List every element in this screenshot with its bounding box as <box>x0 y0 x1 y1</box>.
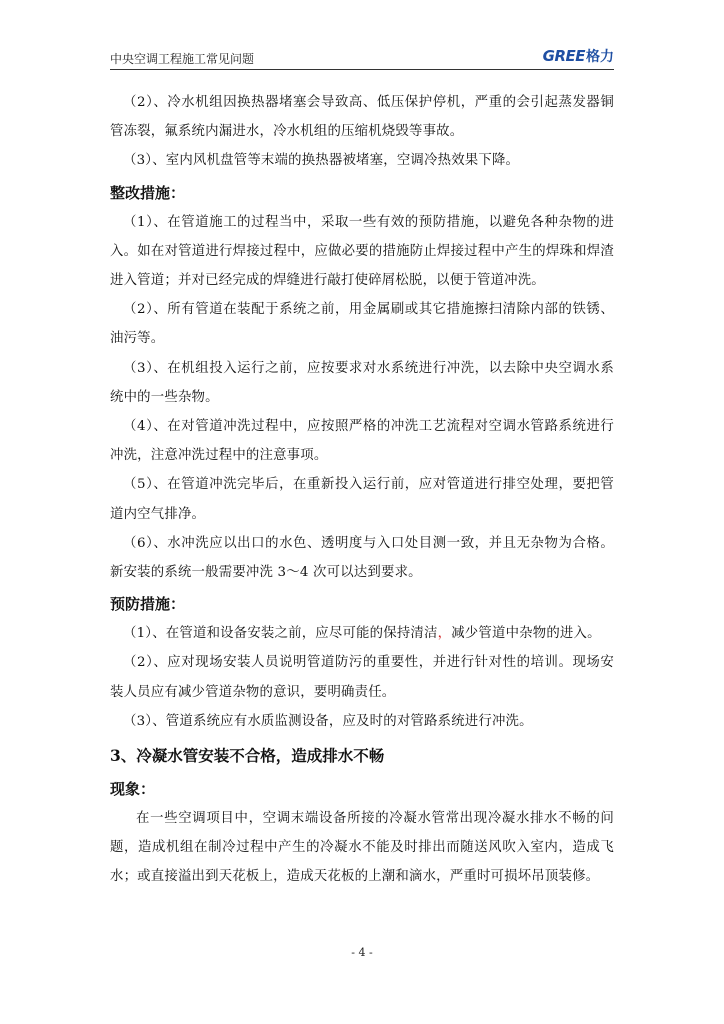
prevent-item-1-end: 减少管道中杂物的进入。 <box>451 626 601 642</box>
page-number: - 4 - <box>351 946 373 959</box>
consequence-paragraph-3: （3）、室内风机盘管等末端的换热器被堵塞，空调冷热效果下降。 <box>123 153 520 169</box>
rectify-item-6: （6）、水冲洗应以出口的水色、透明度与入口处目测一致，并且无杂物为合格。新安装的系统一般需要冲洗 3～4 次可以达到要求。 <box>110 535 614 581</box>
rectify-item-5: （5）、在管道冲洗完毕后，在重新投入运行前，应对管道进行排空处理，要把管道内空气排净。 <box>110 477 614 522</box>
prevent-item-3: （3）、管道系统应有水质监测设备，应及时的对管路系统进行冲洗。 <box>123 713 533 729</box>
gree-logo <box>543 46 614 66</box>
logo-text: GREE <box>542 47 585 65</box>
prevent-item-1-start: （1）、在管道和设备安装之前，应尽可能的保持清洁 <box>123 626 438 642</box>
prevent-item-2: （2）、应对现场安装人员说明管道防污的重要性，并进行针对性的培训。现场安装人员应有减少管道杂物的意识，要明确责任。 <box>110 655 614 700</box>
page-header <box>110 46 614 68</box>
logo-chinese-text: 格力 <box>586 49 614 65</box>
prevent-heading: 预防措施： <box>110 595 186 614</box>
rectify-item-2: （2）、所有管道在装配于系统之前，用金属刷或其它措施擦扫清除内部的铁锈、油污等。 <box>110 302 614 347</box>
rectify-heading: 整改措施： <box>110 183 186 202</box>
document-body <box>110 88 614 892</box>
header-divider <box>110 69 614 70</box>
phenomenon-paragraph: 在一些空调项目中，空调末端设备所接的冷凝水管常出现冷凝水排水不畅的问题，造成机组在制冷过程中产生的冷凝水不能及时排出而随送风吹入室内，造成飞水；或直接溢出到天花板上，造成天花板的上潮和滴水，严重时可损坏吊顶装修。 <box>110 811 614 885</box>
rectify-item-4: （4）、在对管道冲洗过程中，应按照严格的冲洗工艺流程对空调水管路系统进行冲洗，注意冲洗过程中的注意事项。 <box>110 419 614 464</box>
consequence-paragraph-2: （2）、冷水机组因换热器堵塞会导致高、低压保护停机，严重的会引起蒸发器铜管冻裂，氟系统内漏进水，冷水机组的压缩机烧毁等事故。 <box>110 95 614 140</box>
prevent-item-1 <box>110 619 614 648</box>
prevent-item-1-red-mark: ， <box>437 626 452 642</box>
section-3-heading: 3、冷凝水管安装不合格，造成排水不畅 <box>110 746 385 766</box>
phenomenon-heading: 现象： <box>110 780 156 799</box>
header-title: 中央空调工程施工常见问题 <box>110 52 255 66</box>
rectify-item-1: （1）、在管道施工的过程当中，采取一些有效的预防措施，以避免各种杂物的进入。如在对管道进行焊接过程中，应做必要的措施防止焊接过程中产生的焊珠和焊渣进入管道；并对已经完成的焊缝进行敲打使碎屑松脱，以便于管道冲洗。 <box>110 214 614 289</box>
rectify-item-3: （3）、在机组投入运行之前，应按要求对水系统进行冲洗，以去除中央空调水系统中的一些杂物。 <box>110 360 614 405</box>
